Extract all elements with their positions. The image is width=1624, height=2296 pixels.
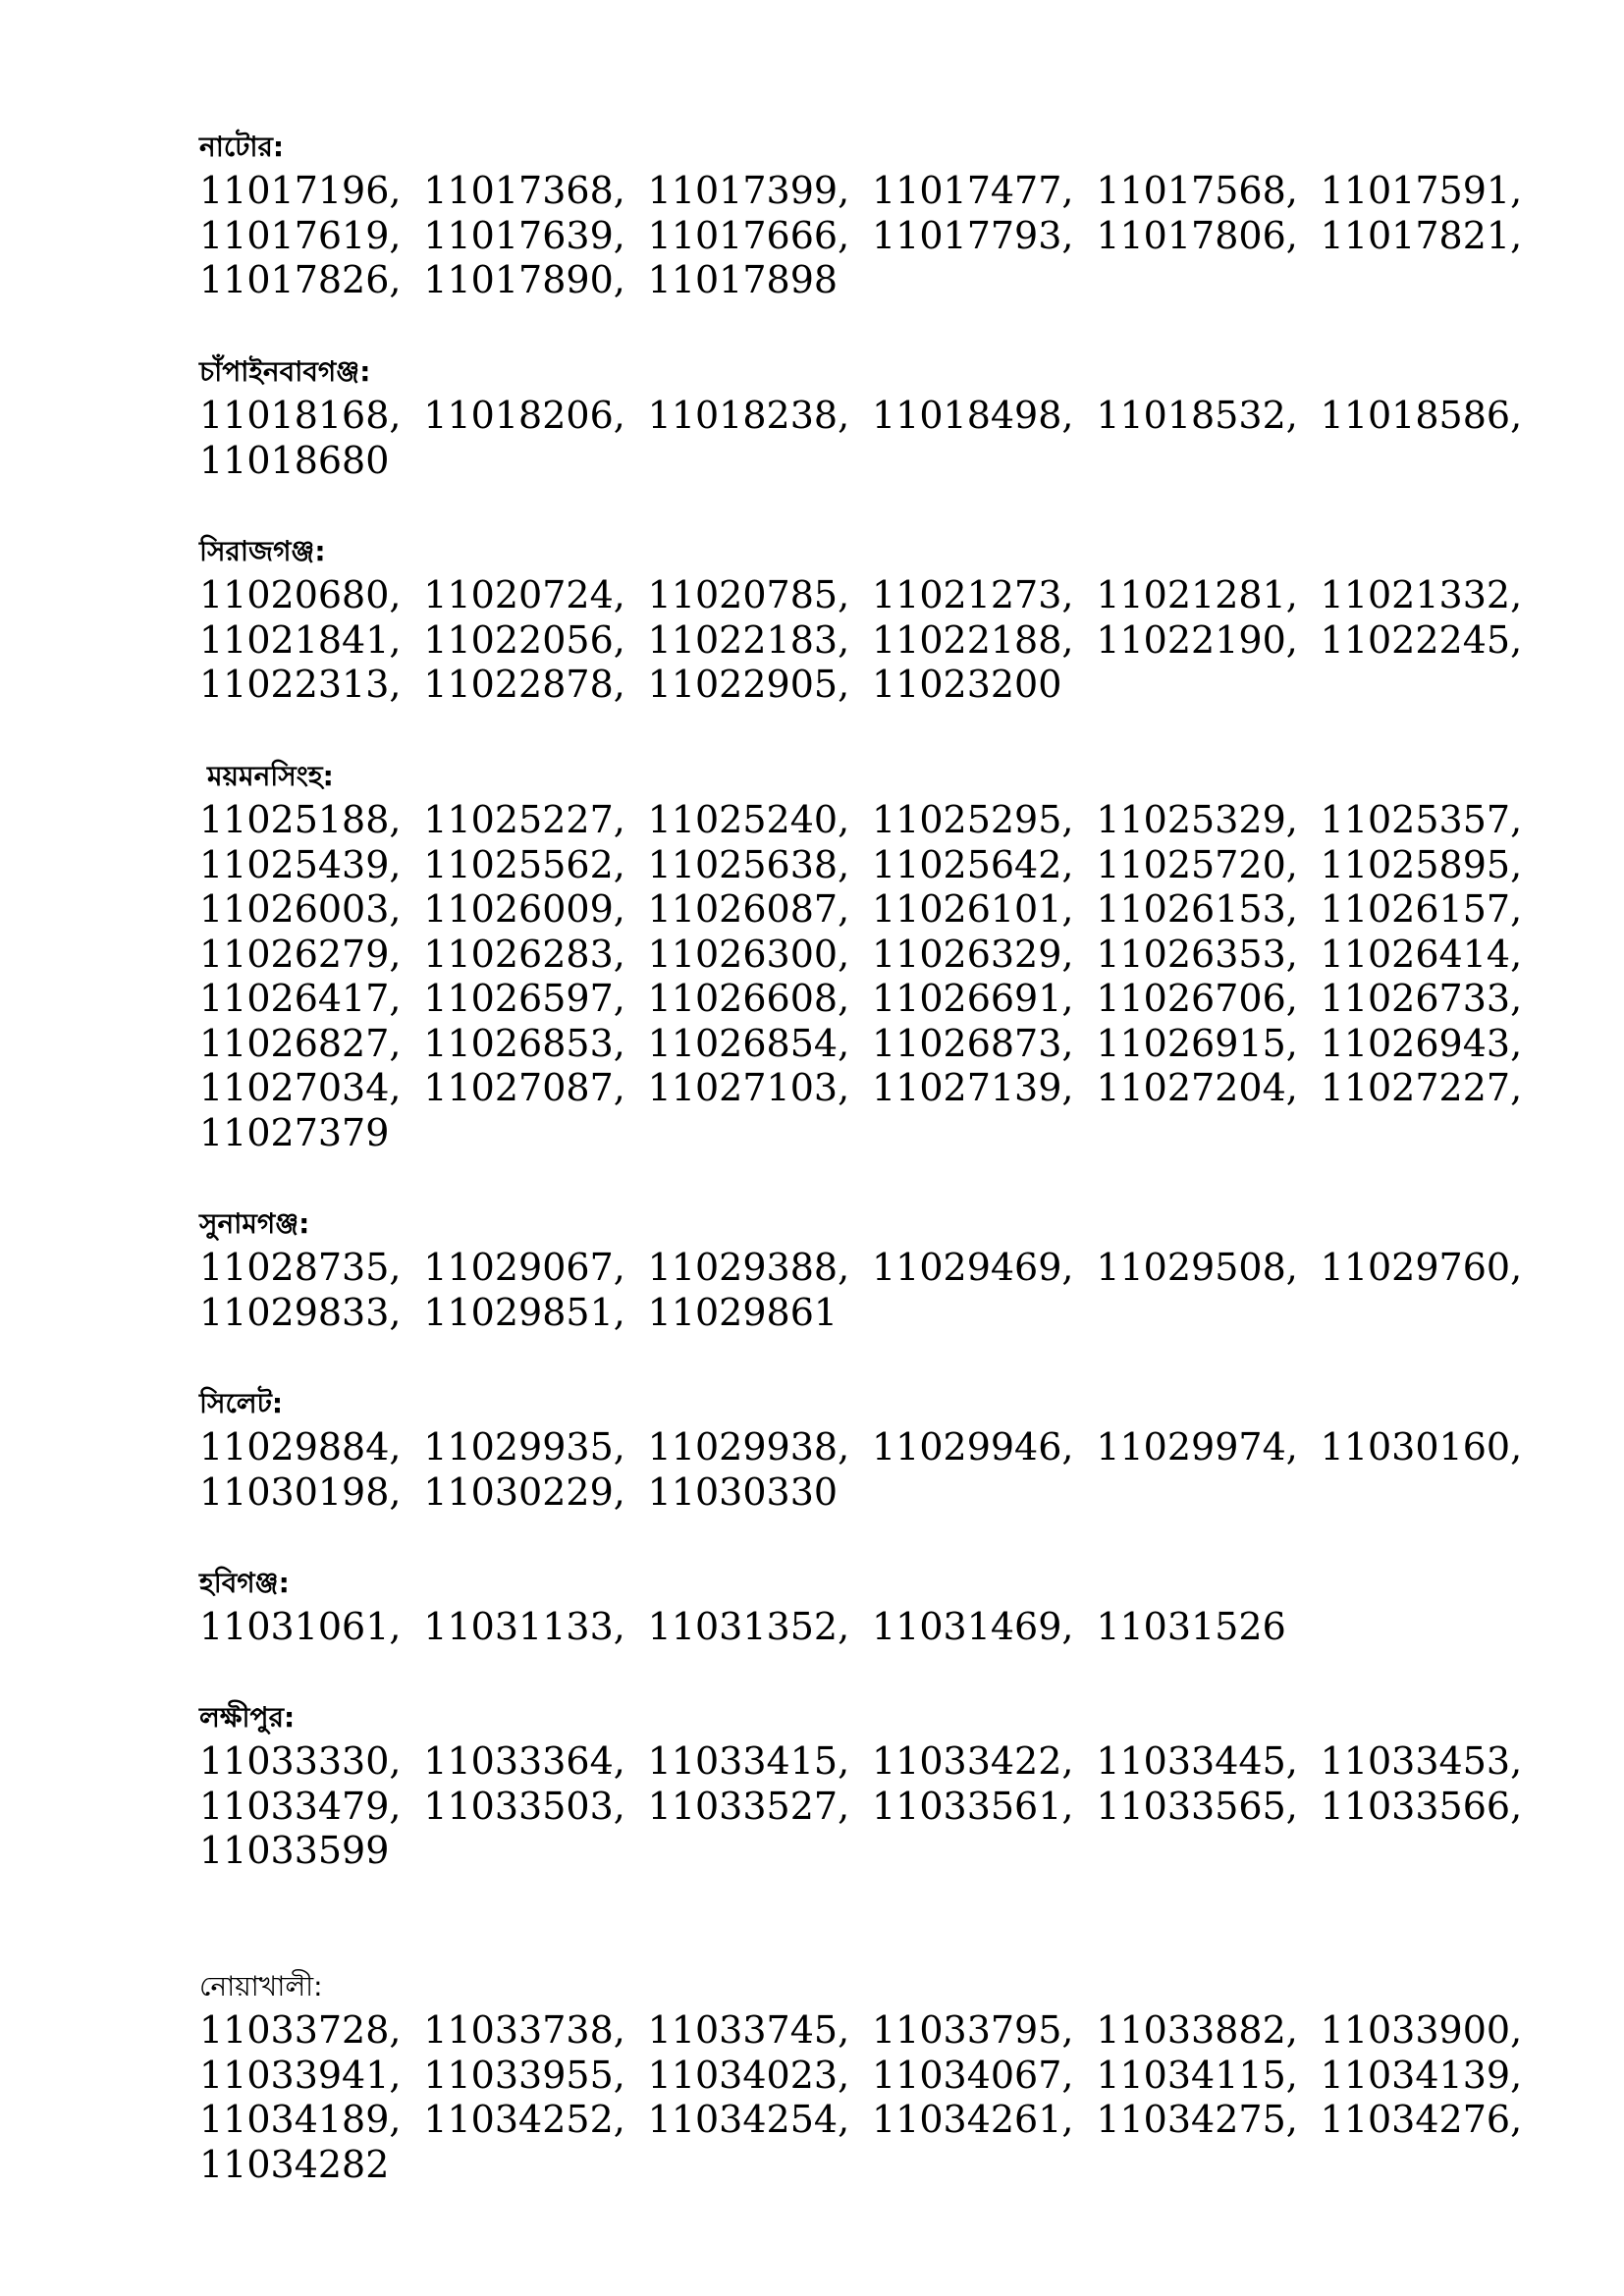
id-list xyxy=(199,573,1544,708)
registration-id: 11018532, xyxy=(1096,394,1298,437)
section-chapainawabganj xyxy=(199,350,1544,483)
registration-id: 11026279, xyxy=(199,932,402,976)
section-heading: নাটোর: xyxy=(199,131,285,163)
registration-id: 11029508, xyxy=(1096,1246,1298,1289)
registration-id: 11022245, xyxy=(1320,617,1523,662)
registration-id: 11033900, xyxy=(1320,2008,1523,2052)
registration-id: 11025720, xyxy=(1096,842,1298,886)
registration-id: 11033415, xyxy=(647,1739,850,1783)
section-noakhali xyxy=(199,1965,1544,2187)
registration-id: 11026414, xyxy=(1320,932,1523,976)
section-natore xyxy=(199,126,1544,303)
registration-id: 11025357, xyxy=(1320,798,1523,841)
section-lakshmipur xyxy=(199,1696,1544,1874)
registration-id: 11034261, xyxy=(871,2098,1074,2141)
id-list xyxy=(199,1739,1544,1874)
registration-id: 11018680 xyxy=(199,438,390,482)
id-list xyxy=(199,1246,1544,1335)
section-heading: ময়মনসিংহ: xyxy=(207,760,334,792)
registration-id: 11031469, xyxy=(871,1605,1074,1648)
id-list xyxy=(199,169,1544,303)
registration-id: 11033599 xyxy=(199,1829,390,1872)
registration-id: 11026153, xyxy=(1096,887,1298,931)
registration-id: 11029935, xyxy=(423,1425,625,1468)
registration-id: 11017793, xyxy=(871,213,1074,257)
section-heading: সিরাজগঞ্জ: xyxy=(199,535,326,567)
registration-id: 11034189, xyxy=(199,2098,402,2141)
registration-id: 11018238, xyxy=(647,394,850,437)
registration-id: 11025638, xyxy=(647,842,850,886)
registration-id: 11026087, xyxy=(647,887,850,931)
registration-id: 11021281, xyxy=(1096,573,1298,616)
id-list xyxy=(199,394,1544,483)
registration-id: 11017196, xyxy=(199,169,402,212)
registration-id: 11026915, xyxy=(1096,1021,1298,1065)
registration-id: 11020785, xyxy=(647,573,850,616)
registration-id: 11031133, xyxy=(423,1605,625,1648)
registration-id: 11022183, xyxy=(647,617,850,662)
registration-id: 11033566, xyxy=(1320,1784,1523,1828)
registration-id: 11034282 xyxy=(199,2142,390,2186)
registration-id: 11017568, xyxy=(1096,169,1298,212)
id-list xyxy=(199,1605,1544,1650)
registration-id: 11033422, xyxy=(871,1739,1074,1783)
registration-id: 11029861 xyxy=(647,1290,839,1334)
registration-id: 11026827, xyxy=(199,1021,402,1065)
registration-id: 11026157, xyxy=(1320,887,1523,931)
registration-id: 11017821, xyxy=(1320,213,1523,257)
registration-id: 11025240, xyxy=(647,798,850,841)
registration-id: 11029974, xyxy=(1096,1425,1298,1468)
registration-id: 11017806, xyxy=(1096,213,1298,257)
registration-id: 11017639, xyxy=(423,213,625,257)
registration-id: 11029388, xyxy=(647,1246,850,1289)
registration-id: 11018586, xyxy=(1320,394,1523,437)
section-heading: লক্ষীপুর: xyxy=(199,1701,296,1734)
section-heading: নোয়াখালী: xyxy=(199,1970,323,2002)
registration-id: 11026300, xyxy=(647,932,850,976)
section-sirajganj xyxy=(199,530,1544,708)
registration-id: 11033795, xyxy=(871,2008,1074,2052)
registration-id: 11023200 xyxy=(871,663,1062,706)
registration-id: 11034252, xyxy=(423,2098,625,2141)
registration-id: 11025895, xyxy=(1320,842,1523,886)
registration-id: 11018206, xyxy=(423,394,625,437)
registration-id: 11033882, xyxy=(1096,2008,1298,2052)
registration-id: 11026873, xyxy=(871,1021,1074,1065)
registration-id: 11026417, xyxy=(199,977,402,1020)
registration-id: 11027204, xyxy=(1096,1066,1298,1109)
registration-id: 11033445, xyxy=(1096,1739,1298,1783)
registration-id: 11026597, xyxy=(423,977,625,1020)
registration-id: 11033479, xyxy=(199,1784,402,1828)
registration-id: 11026706, xyxy=(1096,977,1298,1020)
registration-id: 11025227, xyxy=(423,798,625,841)
registration-id: 11029833, xyxy=(199,1290,402,1334)
registration-id: 11033527, xyxy=(647,1784,850,1828)
registration-id: 11018168, xyxy=(199,394,402,437)
registration-id: 11025439, xyxy=(199,842,402,886)
registration-id: 11034254, xyxy=(647,2098,850,2141)
section-heading: হবিগঞ্জ: xyxy=(199,1567,290,1599)
section-sylhet xyxy=(199,1382,1544,1515)
registration-id: 11029884, xyxy=(199,1425,402,1468)
registration-id: 11030198, xyxy=(199,1469,402,1514)
registration-id: 11026353, xyxy=(1096,932,1298,976)
registration-id: 11020680, xyxy=(199,573,402,616)
id-list xyxy=(199,798,1544,1155)
registration-id: 11026691, xyxy=(871,977,1074,1020)
registration-id: 11033330, xyxy=(199,1739,402,1783)
registration-id: 11026329, xyxy=(871,932,1074,976)
registration-id: 11030229, xyxy=(423,1469,625,1514)
section-heading: চাঁপাইনবাবগঞ্জ: xyxy=(199,355,371,388)
registration-id: 11031352, xyxy=(647,1605,850,1648)
registration-id: 11021841, xyxy=(199,617,402,662)
registration-id: 11022188, xyxy=(871,617,1074,662)
registration-id: 11033738, xyxy=(423,2008,625,2052)
registration-id: 11030160, xyxy=(1320,1425,1523,1468)
registration-id: 11017477, xyxy=(871,169,1074,212)
registration-id: 11017826, xyxy=(199,258,402,301)
registration-id: 11034139, xyxy=(1320,2053,1523,2097)
registration-id: 11031061, xyxy=(199,1605,402,1648)
registration-id: 11017399, xyxy=(647,169,850,212)
section-habiganj xyxy=(199,1562,1544,1650)
registration-id: 11026101, xyxy=(871,887,1074,931)
registration-id: 11021332, xyxy=(1320,573,1523,616)
registration-id: 11033453, xyxy=(1320,1739,1523,1783)
registration-id: 11022905, xyxy=(647,663,850,706)
registration-id: 11034275, xyxy=(1096,2098,1298,2141)
section-heading: সুনামগঞ্জ: xyxy=(199,1207,310,1240)
registration-id: 11027379 xyxy=(199,1110,390,1154)
registration-id: 11031526 xyxy=(1096,1605,1286,1648)
registration-id: 11017368, xyxy=(423,169,625,212)
registration-id: 11033565, xyxy=(1096,1784,1298,1828)
id-list xyxy=(199,2008,1544,2187)
registration-id: 11026009, xyxy=(423,887,625,931)
registration-id: 11025295, xyxy=(871,798,1074,841)
registration-id: 11033364, xyxy=(423,1739,625,1783)
registration-id: 11033728, xyxy=(199,2008,402,2052)
registration-id: 11022190, xyxy=(1096,617,1298,662)
registration-id: 11029469, xyxy=(871,1246,1074,1289)
registration-id: 11026733, xyxy=(1320,977,1523,1020)
registration-id: 11026943, xyxy=(1320,1021,1523,1065)
registration-id: 11033561, xyxy=(871,1784,1074,1828)
registration-id: 11033955, xyxy=(423,2053,625,2097)
registration-id: 11034276, xyxy=(1320,2098,1523,2141)
registration-id: 11034023, xyxy=(647,2053,850,2097)
registration-id: 11029946, xyxy=(871,1425,1074,1468)
registration-id: 11027103, xyxy=(647,1066,850,1109)
registration-id: 11017898 xyxy=(647,258,839,301)
registration-id: 11025562, xyxy=(423,842,625,886)
registration-id: 11022056, xyxy=(423,617,625,662)
registration-id: 11029067, xyxy=(423,1246,625,1289)
registration-id: 11022313, xyxy=(199,663,402,706)
registration-id: 11017890, xyxy=(423,258,625,301)
registration-id: 11027139, xyxy=(871,1066,1074,1109)
id-list xyxy=(199,1425,1544,1515)
registration-id: 11033503, xyxy=(423,1784,625,1828)
registration-id: 11034115, xyxy=(1096,2053,1298,2097)
registration-id: 11033745, xyxy=(647,2008,850,2052)
registration-id: 11026003, xyxy=(199,887,402,931)
registration-id: 11026854, xyxy=(647,1021,850,1065)
registration-id: 11029938, xyxy=(647,1425,850,1468)
registration-id: 11030330 xyxy=(647,1469,839,1514)
registration-id: 11028735, xyxy=(199,1246,402,1289)
registration-id: 11026853, xyxy=(423,1021,625,1065)
registration-id: 11020724, xyxy=(423,573,625,616)
registration-id: 11025188, xyxy=(199,798,402,841)
registration-id: 11017666, xyxy=(647,213,850,257)
registration-id: 11033941, xyxy=(199,2053,402,2097)
registration-id: 11017619, xyxy=(199,213,402,257)
registration-id: 11027087, xyxy=(423,1066,625,1109)
registration-id: 11025642, xyxy=(871,842,1074,886)
registration-id: 11018498, xyxy=(871,394,1074,437)
registration-id: 11027227, xyxy=(1320,1066,1523,1109)
registration-id: 11034067, xyxy=(871,2053,1074,2097)
registration-id: 11022878, xyxy=(423,663,625,706)
section-heading: সিলেট: xyxy=(199,1387,284,1419)
registration-id: 11026608, xyxy=(647,977,850,1020)
registration-id: 11017591, xyxy=(1320,169,1523,212)
section-mymensingh xyxy=(199,755,1544,1155)
registration-id: 11027034, xyxy=(199,1066,402,1109)
registration-id: 11029760, xyxy=(1320,1246,1523,1289)
registration-id: 11026283, xyxy=(423,932,625,976)
section-sunamganj xyxy=(199,1202,1544,1335)
registration-id: 11025329, xyxy=(1096,798,1298,841)
registration-id: 11029851, xyxy=(423,1290,625,1334)
registration-id: 11021273, xyxy=(871,573,1074,616)
